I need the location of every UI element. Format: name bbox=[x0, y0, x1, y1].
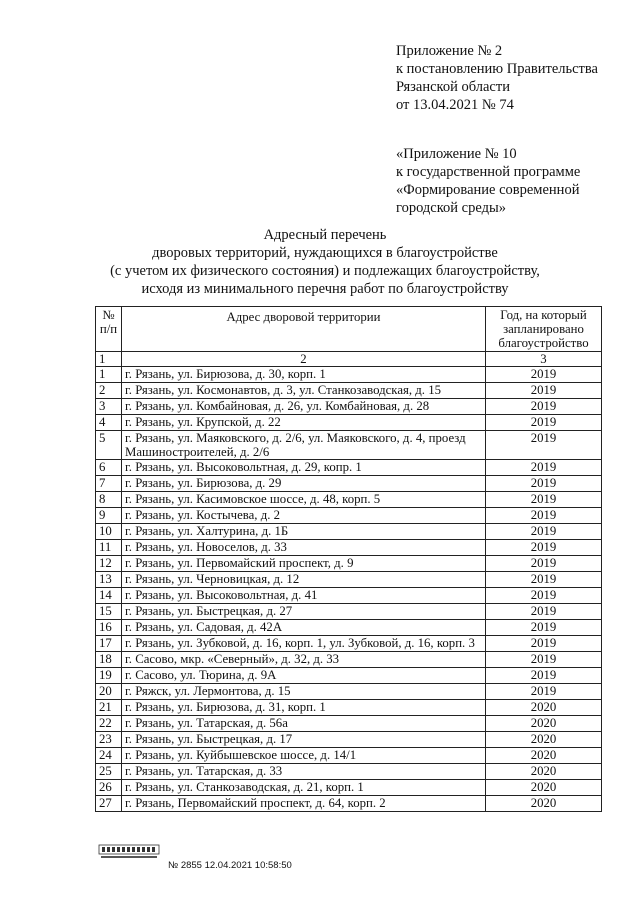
title-line: (с учетом их физического состояния) и подлежащих благоустройству, bbox=[110, 263, 540, 279]
table-row bbox=[96, 764, 602, 780]
table-row bbox=[96, 620, 602, 636]
row-year-cell: 2019 bbox=[486, 366, 602, 382]
row-address-cell: г. Рязань, ул. Быстрецкая, д. 27 bbox=[122, 604, 486, 620]
table-row bbox=[96, 652, 602, 668]
row-num-cell: 6 bbox=[96, 460, 122, 476]
table-row bbox=[96, 430, 602, 459]
table-row bbox=[96, 668, 602, 684]
table-row bbox=[96, 382, 602, 398]
row-num-cell: 22 bbox=[96, 716, 122, 732]
program-annex-line: к государственной программе bbox=[396, 164, 581, 180]
row-year-cell: 2019 bbox=[486, 398, 602, 414]
table-row bbox=[96, 684, 602, 700]
annex-header-line: Рязанской области bbox=[396, 79, 510, 95]
address-table bbox=[95, 306, 602, 812]
row-num-cell: 2 bbox=[96, 382, 122, 398]
row-address-cell: г. Рязань, ул. Зубковой, д. 16, корп. 1, ул. Зубковой, д. 16, корп. 3 bbox=[122, 636, 486, 652]
table-row bbox=[96, 732, 602, 748]
row-year-cell: 2020 bbox=[486, 780, 602, 796]
table-row bbox=[96, 366, 602, 382]
row-num-cell: 19 bbox=[96, 668, 122, 684]
header-year: Год, на который запланировано благоустройство bbox=[486, 307, 602, 352]
row-address-cell: г. Рязань, ул. Новоселов, д. 33 bbox=[122, 540, 486, 556]
row-year-cell: 2020 bbox=[486, 796, 602, 812]
row-address-cell: г. Ряжск, ул. Лермонтова, д. 15 bbox=[122, 684, 486, 700]
row-num-cell: 3 bbox=[96, 398, 122, 414]
table-row bbox=[96, 716, 602, 732]
document-stamp-icon bbox=[98, 844, 160, 860]
row-num-cell: 25 bbox=[96, 764, 122, 780]
registration-number: № 2855 12.04.2021 10:58:50 bbox=[168, 860, 292, 871]
table-row bbox=[96, 604, 602, 620]
row-year-cell: 2019 bbox=[486, 588, 602, 604]
annex-header-line: к постановлению Правительства bbox=[396, 61, 598, 77]
row-year-cell: 2020 bbox=[486, 764, 602, 780]
row-year-cell: 2019 bbox=[486, 652, 602, 668]
row-address-cell: г. Сасово, мкр. «Северный», д. 32, д. 33 bbox=[122, 652, 486, 668]
table-row bbox=[96, 476, 602, 492]
row-num-cell: 10 bbox=[96, 524, 122, 540]
row-num-cell: 4 bbox=[96, 414, 122, 430]
header-num: № п/п bbox=[96, 307, 122, 352]
row-year-cell: 2019 bbox=[486, 382, 602, 398]
row-year-cell: 2019 bbox=[486, 524, 602, 540]
row-year-cell: 2019 bbox=[486, 668, 602, 684]
title-line: Адресный перечень bbox=[263, 227, 387, 243]
table-row bbox=[96, 540, 602, 556]
row-address-cell: г. Рязань, ул. Станкозаводская, д. 21, корп. 1 bbox=[122, 780, 486, 796]
row-num-cell: 17 bbox=[96, 636, 122, 652]
index-cell-3: 3 bbox=[486, 351, 602, 366]
row-address-cell: г. Рязань, ул. Маяковского, д. 2/6, ул. Маяковского, д. 4, проезд Машиностроителей, д. 2/6 bbox=[122, 430, 486, 459]
row-year-cell: 2019 bbox=[486, 492, 602, 508]
header-address: Адрес дворовой территории bbox=[122, 307, 486, 352]
row-address-cell: г. Рязань, Первомайский проспект, д. 64, корп. 2 bbox=[122, 796, 486, 812]
row-year-cell: 2019 bbox=[486, 556, 602, 572]
row-num-cell: 18 bbox=[96, 652, 122, 668]
table-row bbox=[96, 492, 602, 508]
row-num-cell: 9 bbox=[96, 508, 122, 524]
program-annex bbox=[396, 145, 636, 217]
registration-footer bbox=[98, 844, 398, 874]
row-num-cell: 7 bbox=[96, 476, 122, 492]
table-header-row bbox=[96, 307, 602, 352]
row-year-cell: 2019 bbox=[486, 572, 602, 588]
table-row bbox=[96, 556, 602, 572]
row-num-cell: 20 bbox=[96, 684, 122, 700]
row-address-cell: г. Рязань, ул. Касимовское шоссе, д. 48, корп. 5 bbox=[122, 492, 486, 508]
row-year-cell: 2019 bbox=[486, 414, 602, 430]
row-year-cell: 2019 bbox=[486, 620, 602, 636]
row-address-cell: г. Рязань, ул. Татарская, д. 33 bbox=[122, 764, 486, 780]
table-body bbox=[96, 351, 602, 812]
row-num-cell: 23 bbox=[96, 732, 122, 748]
table-row bbox=[96, 572, 602, 588]
row-address-cell: г. Рязань, ул. Костычева, д. 2 bbox=[122, 508, 486, 524]
row-year-cell: 2019 bbox=[486, 508, 602, 524]
row-address-cell: г. Рязань, ул. Космонавтов, д. 3, ул. Станкозаводская, д. 15 bbox=[122, 382, 486, 398]
table-row bbox=[96, 414, 602, 430]
column-index-row bbox=[96, 351, 602, 366]
row-address-cell: г. Сасово, ул. Тюрина, д. 9А bbox=[122, 668, 486, 684]
table-row bbox=[96, 748, 602, 764]
row-address-cell: г. Рязань, ул. Татарская, д. 56а bbox=[122, 716, 486, 732]
row-address-cell: г. Рязань, ул. Быстрецкая, д. 17 bbox=[122, 732, 486, 748]
row-num-cell: 16 bbox=[96, 620, 122, 636]
table-row bbox=[96, 460, 602, 476]
row-num-cell: 12 bbox=[96, 556, 122, 572]
row-address-cell: г. Рязань, ул. Бирюзова, д. 29 bbox=[122, 476, 486, 492]
row-address-cell: г. Рязань, ул. Садовая, д. 42А bbox=[122, 620, 486, 636]
row-year-cell: 2019 bbox=[486, 460, 602, 476]
row-address-cell: г. Рязань, ул. Комбайновая, д. 26, ул. Комбайновая, д. 28 bbox=[122, 398, 486, 414]
row-num-cell: 13 bbox=[96, 572, 122, 588]
index-cell-2: 2 bbox=[122, 351, 486, 366]
row-year-cell: 2020 bbox=[486, 716, 602, 732]
row-year-cell: 2020 bbox=[486, 748, 602, 764]
row-address-cell: г. Рязань, ул. Высоковольтная, д. 41 bbox=[122, 588, 486, 604]
row-num-cell: 21 bbox=[96, 700, 122, 716]
row-address-cell: г. Рязань, ул. Бирюзова, д. 31, корп. 1 bbox=[122, 700, 486, 716]
row-year-cell: 2019 bbox=[486, 540, 602, 556]
row-num-cell: 14 bbox=[96, 588, 122, 604]
program-annex-line: городской среды» bbox=[396, 200, 506, 216]
table-row bbox=[96, 524, 602, 540]
index-cell-1: 1 bbox=[96, 351, 122, 366]
row-address-cell: г. Рязань, ул. Черновицкая, д. 12 bbox=[122, 572, 486, 588]
row-address-cell: г. Рязань, ул. Бирюзова, д. 30, корп. 1 bbox=[122, 366, 486, 382]
row-year-cell: 2019 bbox=[486, 430, 602, 459]
title-line: дворовых территорий, нуждающихся в благоустройстве bbox=[152, 245, 498, 261]
title-line: исходя из минимального перечня работ по благоустройству bbox=[141, 281, 509, 297]
table-row bbox=[96, 398, 602, 414]
row-num-cell: 27 bbox=[96, 796, 122, 812]
program-annex-line: «Формирование современной bbox=[396, 182, 580, 198]
row-year-cell: 2019 bbox=[486, 604, 602, 620]
row-num-cell: 5 bbox=[96, 430, 122, 459]
row-year-cell: 2019 bbox=[486, 476, 602, 492]
annex-header bbox=[396, 42, 636, 114]
row-num-cell: 8 bbox=[96, 492, 122, 508]
row-address-cell: г. Рязань, ул. Первомайский проспект, д. 9 bbox=[122, 556, 486, 572]
annex-header-line: от 13.04.2021 № 74 bbox=[396, 97, 514, 113]
row-num-cell: 24 bbox=[96, 748, 122, 764]
row-address-cell: г. Рязань, ул. Высоковольтная, д. 29, копр. 1 bbox=[122, 460, 486, 476]
row-year-cell: 2019 bbox=[486, 636, 602, 652]
row-num-cell: 1 bbox=[96, 366, 122, 382]
table-row bbox=[96, 796, 602, 812]
row-address-cell: г. Рязань, ул. Крупской, д. 22 bbox=[122, 414, 486, 430]
table-row bbox=[96, 700, 602, 716]
table-row bbox=[96, 780, 602, 796]
row-num-cell: 11 bbox=[96, 540, 122, 556]
row-year-cell: 2019 bbox=[486, 684, 602, 700]
table-row bbox=[96, 508, 602, 524]
table-row bbox=[96, 636, 602, 652]
row-address-cell: г. Рязань, ул. Куйбышевское шоссе, д. 14/1 bbox=[122, 748, 486, 764]
row-year-cell: 2020 bbox=[486, 732, 602, 748]
row-num-cell: 15 bbox=[96, 604, 122, 620]
table-row bbox=[96, 588, 602, 604]
row-address-cell: г. Рязань, ул. Халтурина, д. 1Б bbox=[122, 524, 486, 540]
document-title bbox=[60, 226, 590, 298]
row-num-cell: 26 bbox=[96, 780, 122, 796]
program-annex-line: «Приложение № 10 bbox=[396, 146, 517, 162]
annex-header-line: Приложение № 2 bbox=[396, 43, 503, 59]
row-year-cell: 2020 bbox=[486, 700, 602, 716]
